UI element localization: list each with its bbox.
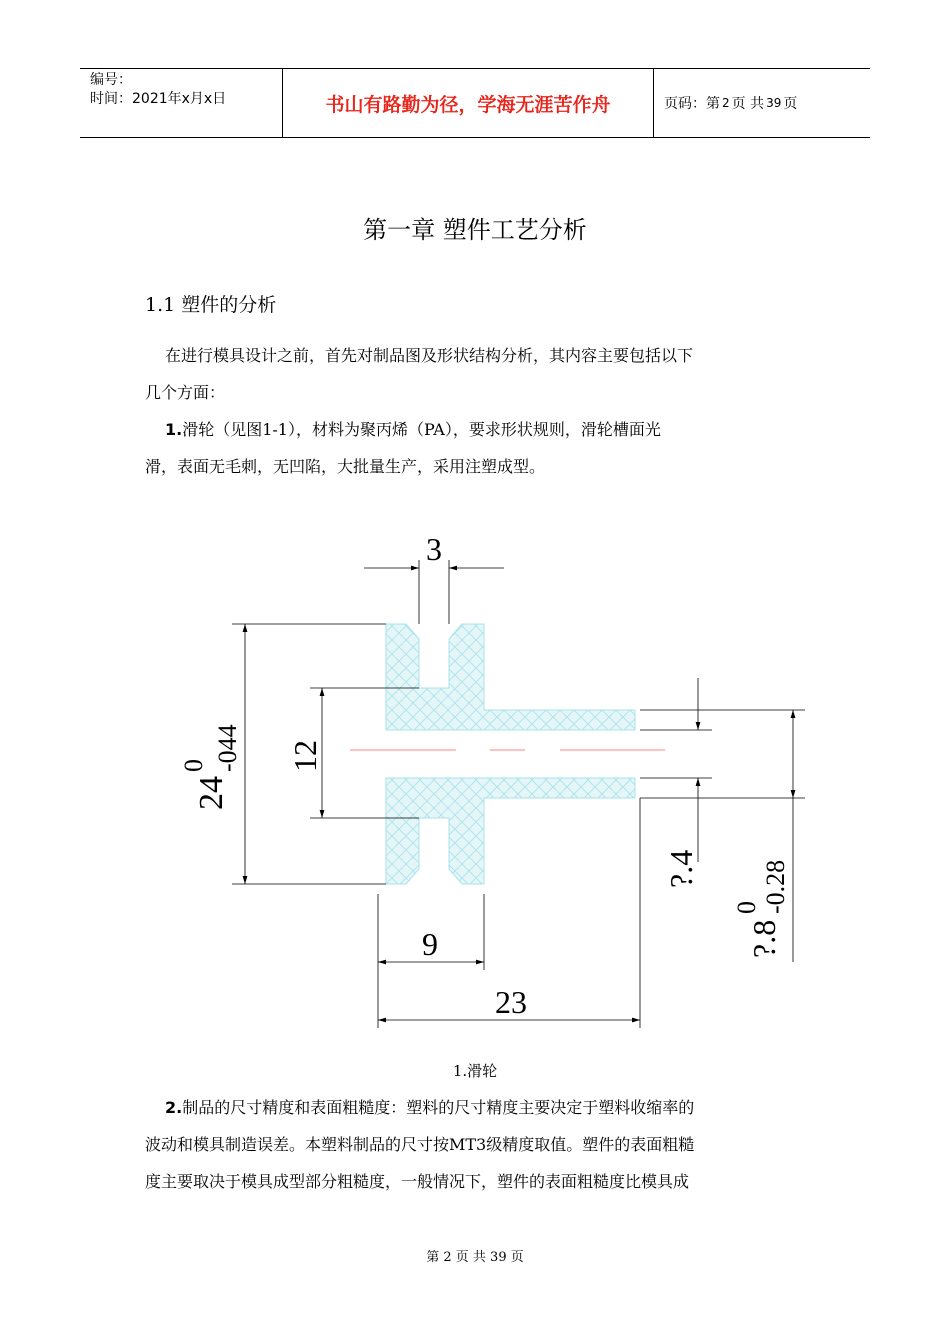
figure-caption: 1.滑轮 bbox=[452, 1062, 498, 1080]
paragraph-2-line-3: 度主要取决于模具成型部分粗糙度，一般情况下，塑件的表面粗糙度比模具成 bbox=[145, 1172, 690, 1191]
header-motto: 书山有路勤为径，学海无涯苦作舟 bbox=[325, 93, 611, 116]
dim-flange-width-label: 9 bbox=[422, 926, 438, 962]
pulley-drawing bbox=[0, 500, 950, 1060]
page-footer: 第 2 页 共 39 页 bbox=[426, 1250, 524, 1265]
page-current: 2 bbox=[722, 96, 730, 110]
paragraph-2-line-1: 制品的尺寸精度和表面粗糙度：塑料的尺寸精度主要决定于塑料收缩率的 bbox=[182, 1098, 695, 1117]
section-number: 1.1 bbox=[145, 294, 176, 316]
page-prefix: 页码：第 bbox=[664, 96, 720, 112]
dim-outer-lower-tol: -044 bbox=[213, 724, 242, 772]
dim-outer-upper-tol: 0 bbox=[179, 759, 208, 772]
paragraph-2 bbox=[145, 1089, 815, 1200]
paragraph-1 bbox=[145, 411, 815, 485]
chapter-title: 第一章 塑件工艺分析 bbox=[363, 216, 587, 244]
page-header bbox=[80, 68, 870, 138]
page-suffix: 页 bbox=[783, 96, 798, 112]
dim-slot-width-label: 3 bbox=[426, 531, 442, 567]
dim-shaft-lower-tol: -0.28 bbox=[761, 859, 790, 914]
paragraph-1-line-1: 滑轮（见图1-1），材料为聚丙烯（PA），要求形状规则，滑轮槽面光 bbox=[182, 420, 661, 439]
dim-shaft-diameter-label: ?.8 bbox=[746, 919, 782, 958]
header-info-cell bbox=[80, 69, 282, 137]
intro-paragraph bbox=[145, 337, 815, 411]
header-page-cell bbox=[654, 69, 870, 137]
document-number-label: 编号： bbox=[90, 72, 132, 88]
dim-hole-diameter bbox=[640, 678, 712, 862]
paragraph-2-line-2: 波动和模具制造误差。本塑料制品的尺寸按MT3级精度取值。塑件的表面粗糙 bbox=[145, 1135, 695, 1154]
paragraph-2-lead: 2. bbox=[165, 1098, 183, 1117]
intro-line-1: 在进行模具设计之前，首先对制品图及形状结构分析，其内容主要包括以下 bbox=[165, 346, 694, 365]
document-date: 时间：2021年x月x日 bbox=[90, 91, 227, 107]
paragraph-1-line-2: 滑，表面无毛刺，无凹陷，大批量生产，采用注塑成型。 bbox=[145, 457, 546, 476]
page-mid: 页 共 bbox=[731, 96, 765, 112]
paragraph-1-lead: 1. bbox=[165, 420, 183, 439]
intro-line-2: 几个方面： bbox=[145, 383, 226, 402]
dim-outer-diameter-label: 24 bbox=[193, 776, 230, 810]
page-total: 39 bbox=[766, 96, 782, 110]
dim-hole-diameter-label: ?.4 bbox=[663, 849, 699, 888]
dim-total-length-label: 23 bbox=[495, 984, 527, 1020]
dim-slot-width bbox=[364, 560, 504, 624]
pulley-lower-section bbox=[386, 778, 635, 884]
pulley-upper-section bbox=[386, 624, 635, 730]
section-heading bbox=[145, 290, 276, 317]
dim-hub-diameter-label: 12 bbox=[287, 740, 323, 772]
header-motto-cell bbox=[282, 69, 654, 137]
dim-shaft-upper-tol: 0 bbox=[732, 901, 761, 914]
section-title: 塑件的分析 bbox=[181, 294, 277, 316]
